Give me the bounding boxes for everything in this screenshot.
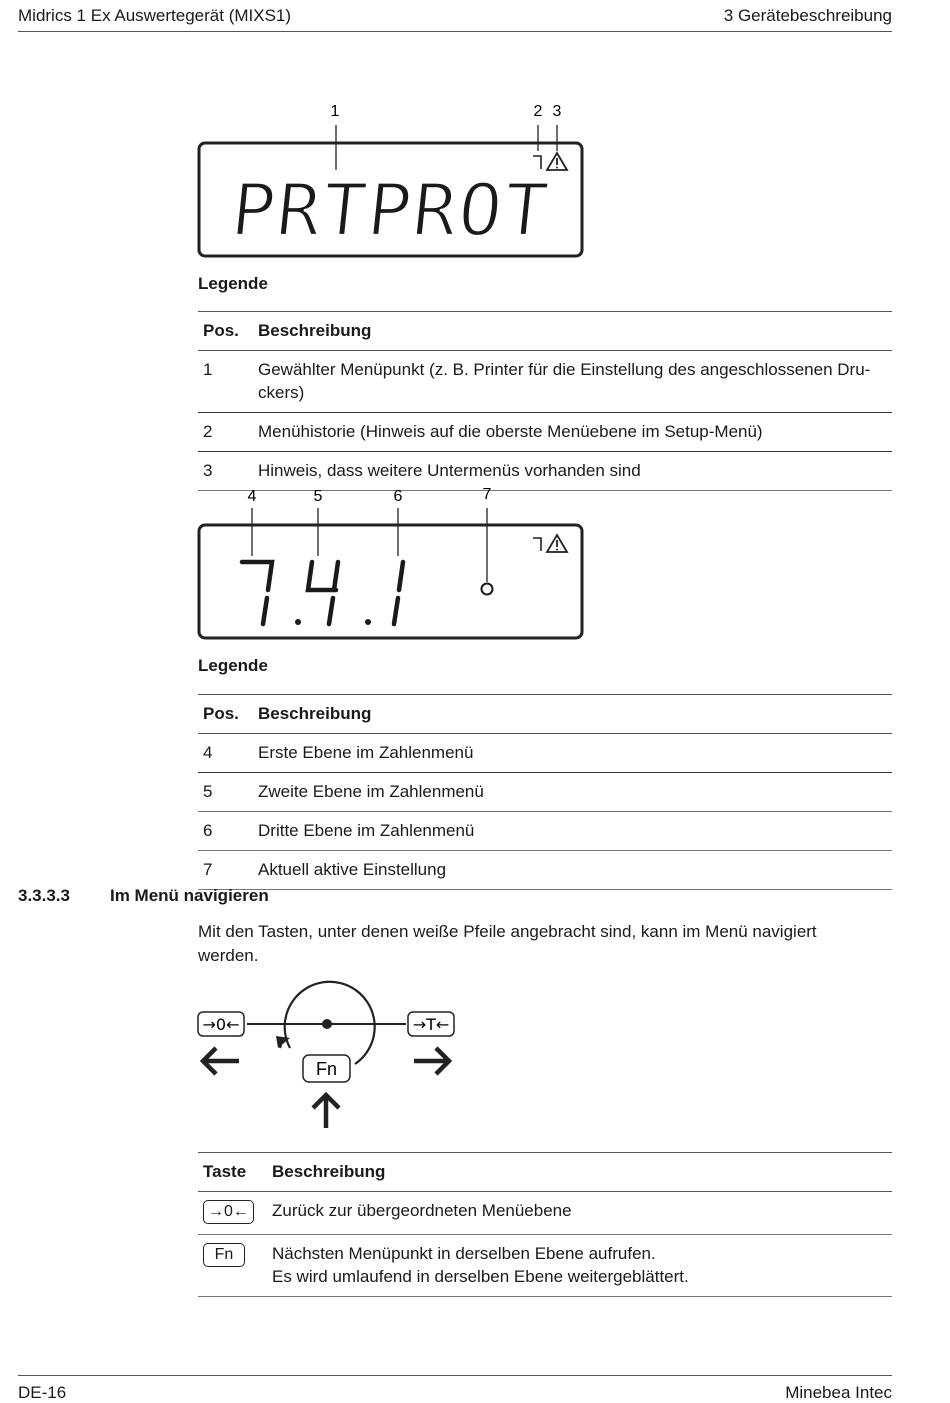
table-row <box>198 1192 892 1235</box>
col-desc-header: Beschreibung <box>253 695 892 734</box>
desc-cell: Nächsten Menüpunkt in derselben Ebene aufrufen. Es wird umlaufend in derselben Ebene weitergeblättert. <box>267 1235 892 1297</box>
section-paragraph: Mit den Tasten, unter denen weiße Pfeile angebracht sind, kann im Menü navigiert werden. <box>198 922 817 965</box>
desc-cell: Zurück zur übergeordneten Menüebene <box>267 1192 892 1235</box>
callout-1: 1 <box>330 103 340 120</box>
table-header <box>198 695 892 734</box>
col-pos-header: Pos. <box>198 695 253 734</box>
desc-cell: Hinweis, dass weitere Untermenüs vorhanden sind <box>253 452 892 491</box>
zero-key-icon: →0← <box>203 1200 254 1224</box>
table-row <box>198 773 892 812</box>
lcd-text: PRTPROT <box>227 169 554 253</box>
key-table <box>198 1152 892 1297</box>
col-desc-header: Beschreibung <box>267 1153 892 1192</box>
right-arrow-icon <box>414 1048 449 1074</box>
callout-6: 6 <box>393 488 403 505</box>
footer-divider <box>18 1375 892 1376</box>
callout-2: 2 <box>533 103 543 120</box>
pos-cell: 3 <box>198 452 253 491</box>
navigation-diagram <box>190 968 470 1138</box>
header-title: Midrics 1 Ex Auswertegerät (MIXS1) <box>18 6 292 25</box>
display-illustration-2 <box>190 480 590 645</box>
desc-cell: Zweite Ebene im Zahlenmenü <box>253 773 892 812</box>
table-row <box>198 812 892 851</box>
lcd-digits <box>242 562 403 624</box>
table-row <box>198 351 892 413</box>
table-header <box>198 1153 892 1192</box>
legend-table-2 <box>198 694 892 890</box>
warning-triangle-icon <box>547 153 567 170</box>
pos-cell: 6 <box>198 812 253 851</box>
header-chapter: 3 Gerätebeschreibung <box>723 6 892 25</box>
desc-cell: Erste Ebene im Zahlenmenü <box>253 734 892 773</box>
key-cell <box>198 1235 267 1297</box>
callout-7: 7 <box>482 486 492 503</box>
desc-cell: Aktuell aktive Einstellung <box>253 851 892 890</box>
decimal-point <box>365 619 371 625</box>
table-header <box>198 312 892 351</box>
legend-title-1: Legende <box>198 274 268 293</box>
active-setting-indicator <box>482 584 493 595</box>
svg-text:→0←: →0← <box>202 1015 240 1034</box>
pos-cell: 5 <box>198 773 253 812</box>
section-title: Im Menü navigieren <box>110 886 269 905</box>
up-arrow-icon <box>313 1095 339 1128</box>
table-row <box>198 413 892 452</box>
display-illustration-1 <box>190 95 590 265</box>
pos-cell: 7 <box>198 851 253 890</box>
section-number: 3.3.3.3 <box>18 886 70 905</box>
desc-cell: Gewählter Menüpunkt (z. B. Printer für die Einstellung des angeschlossenen Dru- ckers) <box>253 351 892 413</box>
callout-3: 3 <box>552 103 562 120</box>
warning-triangle-icon <box>547 535 567 552</box>
callout-5: 5 <box>313 488 323 505</box>
table-row <box>198 1235 892 1297</box>
pos-cell: 1 <box>198 351 253 413</box>
history-indicator <box>533 156 541 169</box>
key-cell <box>198 1192 267 1235</box>
history-indicator <box>533 538 541 551</box>
svg-text:→T←: →T← <box>412 1015 450 1034</box>
legend-title-2: Legende <box>198 656 268 675</box>
desc-cell: Menühistorie (Hinweis auf die oberste Menüebene im Setup-Menü) <box>253 413 892 452</box>
col-pos-header: Pos. <box>198 312 253 351</box>
table-row <box>198 851 892 890</box>
col-key-header: Taste <box>198 1153 267 1192</box>
lcd-frame <box>199 525 582 638</box>
pos-cell: 4 <box>198 734 253 773</box>
company-name: Minebea Intec <box>785 1383 892 1402</box>
header-divider <box>18 31 892 32</box>
table-row <box>198 734 892 773</box>
center-dot <box>322 1019 332 1029</box>
legend-table-1 <box>198 311 892 491</box>
decimal-point <box>295 619 301 625</box>
pos-cell: 2 <box>198 413 253 452</box>
fn-key-icon: Fn <box>203 1243 245 1267</box>
svg-text:Fn: Fn <box>315 1059 338 1079</box>
page-number: DE-16 <box>18 1383 67 1402</box>
desc-cell: Dritte Ebene im Zahlenmenü <box>253 812 892 851</box>
callout-4: 4 <box>247 488 257 505</box>
col-desc-header: Beschreibung <box>253 312 892 351</box>
left-arrow-icon <box>203 1048 239 1074</box>
